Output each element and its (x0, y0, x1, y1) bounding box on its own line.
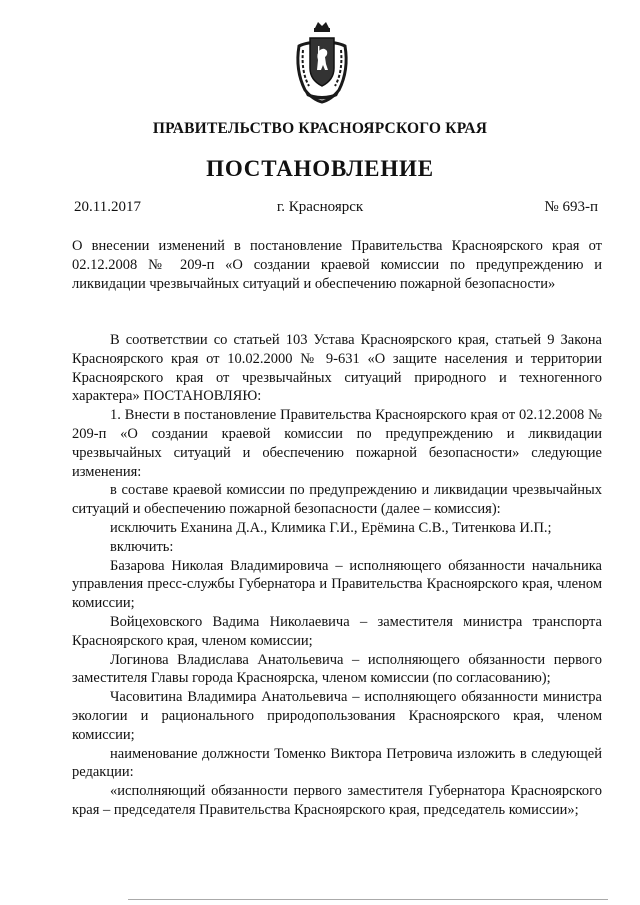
document-subject: О внесении изменений в постановление Правительства Красноярского края от 02.12.2008 № 209-п «О создании краевой комиссии по предупреждению и ликвидации чрезвычайных ситуаций и обеспечению пожарной безопасности» (72, 238, 602, 292)
organization-name: ПРАВИТЕЛЬСТВО КРАСНОЯРСКОГО КРАЯ (152, 120, 488, 137)
document-city: г. Красноярск (276, 199, 364, 215)
document-number: № 693-п (544, 199, 598, 215)
body-paragraph: Часовитина Владимира Анатольевича – исполняющего обязанности министра экологии и рационального природопользования Красноярского края, членом комиссии; (72, 689, 602, 743)
coat-of-arms-icon (293, 20, 351, 104)
document-date: 20.11.2017 (74, 199, 141, 215)
page-bottom-rule (128, 899, 608, 900)
document-type-title: ПОСТАНОВЛЕНИЕ (206, 156, 434, 181)
body-paragraph: В соответствии со статьей 103 Устава Красноярского края, статьей 9 Закона Красноярского края от 10.02.2000 № 9-631 «О защите населения и территории Красноярского края от чрезвычайных ситуаций природного и техногенного характера» ПОСТАНОВЛЯЮ: (72, 332, 602, 405)
body-paragraph: Базарова Николая Владимировича – исполняющего обязанности начальника управления пресс-службы Губернатора и Правительства Красноярского края, членом комиссии; (72, 557, 602, 612)
body-paragraph: исключить Еханина Д.А., Климика Г.И., Ерёмина С.В., Титенкова И.П.; (110, 519, 552, 536)
body-paragraph: «исполняющий обязанности первого заместителя Губернатора Красноярского края – председателя Правительства Красноярского края, председатель комиссии»; (72, 783, 602, 818)
body-paragraph: Логинова Владислава Анатольевича – исполняющего обязанности первого заместителя Главы города Красноярска, членом комиссии (по согласованию); (72, 651, 602, 687)
document-body (72, 331, 602, 820)
body-paragraph: наименование должности Томенко Виктора Петровича изложить в следующей редакции: (72, 745, 602, 781)
body-paragraph: Войцеховского Вадима Николаевича – заместителя министра транспорта Красноярского края, членом комиссии; (72, 613, 602, 649)
body-paragraph: в составе краевой комиссии по предупреждению и ликвидации чрезвычайных ситуаций и обеспечению пожарной безопасности (далее – комиссия): (72, 482, 602, 518)
body-paragraph: включить: (110, 538, 174, 555)
body-paragraph: 1. Внести в постановление Правительства Красноярского края от 02.12.2008 № 209-п «О создании краевой комиссии по предупреждению и ликвидации чрезвычайных ситуаций и обеспечению пожарной безопасности» следующие изменения: (72, 407, 602, 480)
